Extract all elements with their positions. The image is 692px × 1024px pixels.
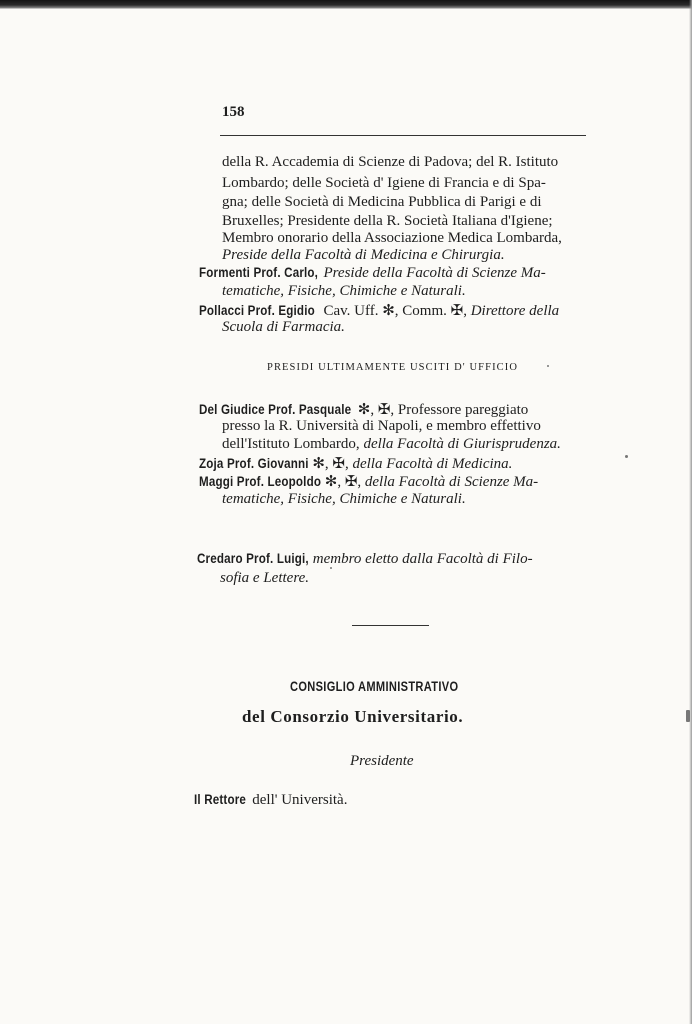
role-text: Direttore della [470,303,560,319]
person-name: Il Rettore [194,792,247,807]
entry-del-giudice [199,400,528,419]
role-text: della Facoltà di Giurisprudenza. [363,436,561,452]
scan-speck [547,365,549,367]
text-line: Lombardo; delle Società d' Igiene di Francia e di Spa- [222,175,546,191]
person-name: Zoja Prof. Giovanni [199,456,309,471]
text-rest: dell' Università. [248,792,348,808]
text-line: della R. Accademia di Scienze di Padova; del R. Istituto [222,154,559,170]
honors-text: Cav. Uff. ✻, Comm. ✠, [319,303,471,319]
entry-pollacci [199,301,559,320]
role-heading: Presidente [350,753,414,769]
header-rule [220,135,586,136]
role-text: Preside della Facoltà di Scienze Ma- [323,265,546,281]
role-text: membro eletto dalla Facoltà di Filo- [309,551,533,567]
text-line: Bruxelles; Presidente della R. Società Italiana d'Igiene; [222,213,553,229]
person-name: Formenti Prof. Carlo, [199,265,319,280]
text-line: gna; delle Società di Medicina Pubblica di Parigi e di [222,194,542,210]
person-name: Maggi Prof. Leopoldo [199,474,322,489]
honors-text: ✻, ✠, [308,456,353,472]
role-line: tematiche, Fisiche, Chimiche e Naturali. [222,491,466,507]
scan-speck [330,567,332,569]
entry-formenti [199,265,546,282]
entry-credaro [197,551,533,568]
text-line: presso la R. Università di Napoli, e membro effettivo [222,418,541,434]
role-line: sofia e Lettere. [220,570,310,586]
section-subheading: del Consorzio Universitario. [242,707,464,726]
text-rest: ✻, ✠, Professore pareggiato [354,402,529,418]
text-line [222,436,561,453]
honors-text: ✻, ✠, [321,474,365,490]
page-number: 158 [222,104,245,120]
section-title: PRESIDI ULTIMAMENTE USCITI D' UFFICIO [267,362,519,373]
entry-zoja [199,454,512,473]
section-heading: CONSIGLIO AMMINISTRATIVO [290,679,459,694]
person-name: Credaro Prof. Luigi, [197,551,309,566]
page-top-edge [0,0,692,9]
entry-rettore [194,792,347,809]
role-line: Preside della Facoltà di Medicina e Chirurgia. [222,247,505,263]
entry-maggi [199,472,538,491]
person-name: Del Giudice Prof. Pasquale [199,402,352,417]
person-name: Pollacci Prof. Egidio [199,303,315,318]
section-divider [352,625,429,626]
text-plain: dell'Istituto Lombardo, [222,436,364,452]
role-text: della Facoltà di Scienze Ma- [364,474,539,490]
role-line: tematiche, Fisiche, Chimiche e Naturali. [222,283,466,299]
role-line: Scuola di Farmacia. [222,319,345,335]
role-text: della Facoltà di Medicina. [352,456,513,472]
scan-speck [625,455,628,458]
text-line: Membro onorario della Associazione Medica Lombarda, [222,230,562,246]
scan-speck [686,710,690,722]
